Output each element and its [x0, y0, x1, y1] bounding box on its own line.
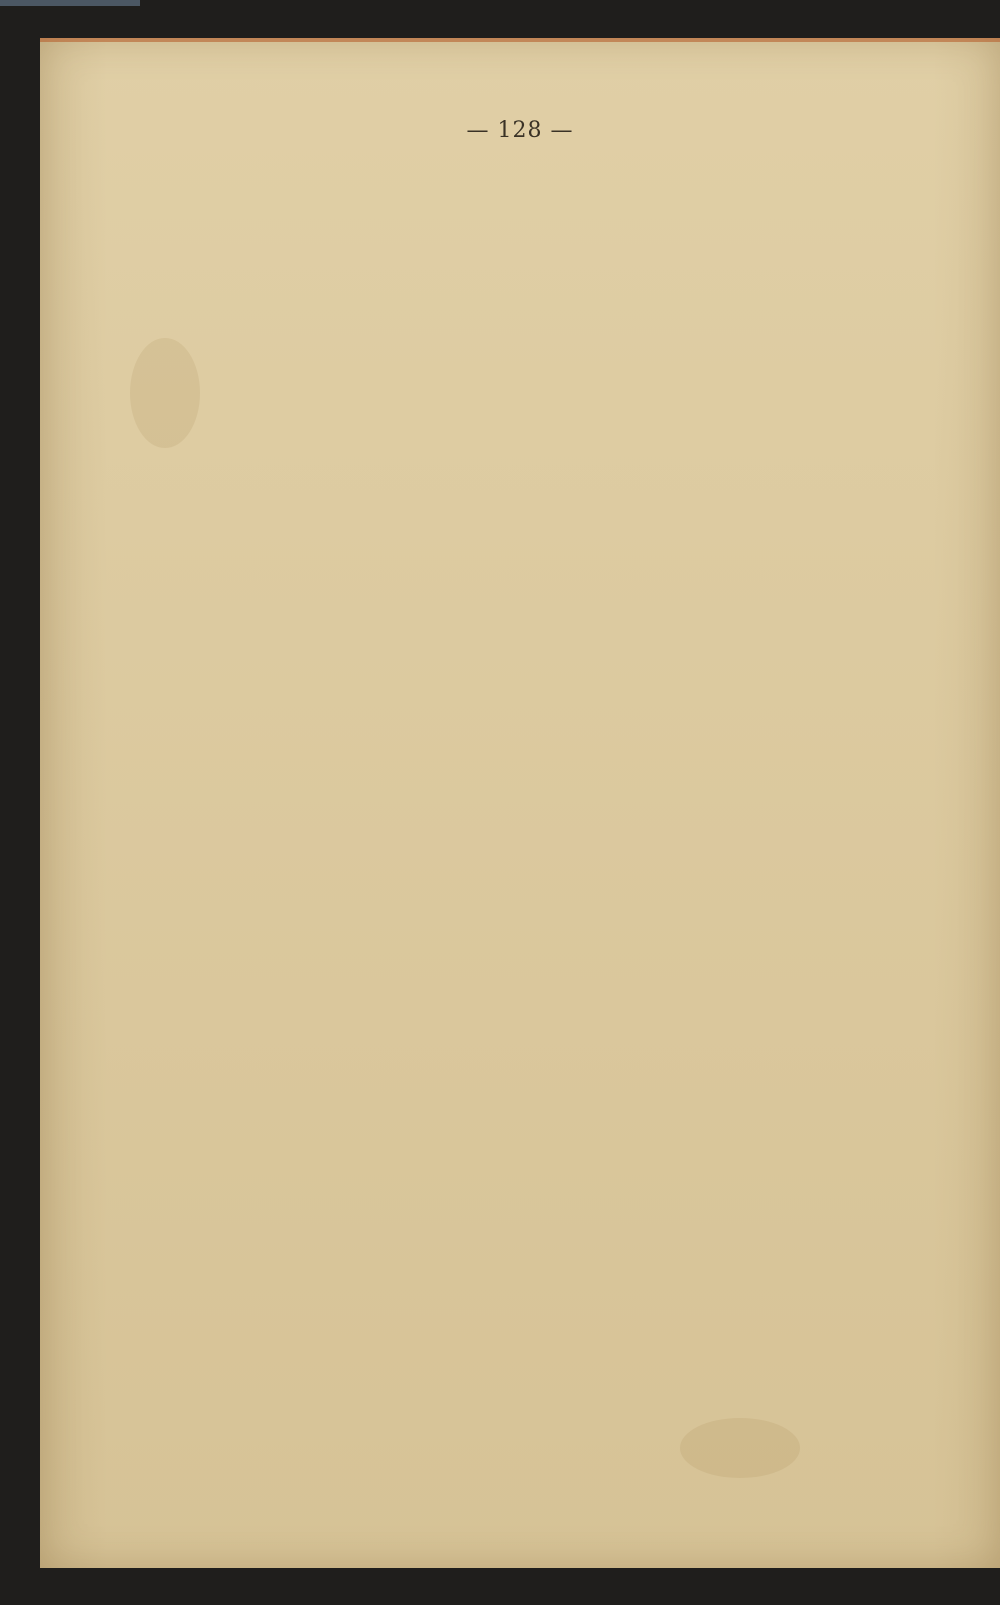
- page-top-edge: [40, 38, 1000, 42]
- paper-stain: [130, 338, 200, 448]
- page-body-text: [202, 176, 930, 1448]
- page-number: — 128 —: [466, 118, 574, 143]
- scan-marker: [0, 0, 140, 6]
- book-page: [40, 38, 1000, 1568]
